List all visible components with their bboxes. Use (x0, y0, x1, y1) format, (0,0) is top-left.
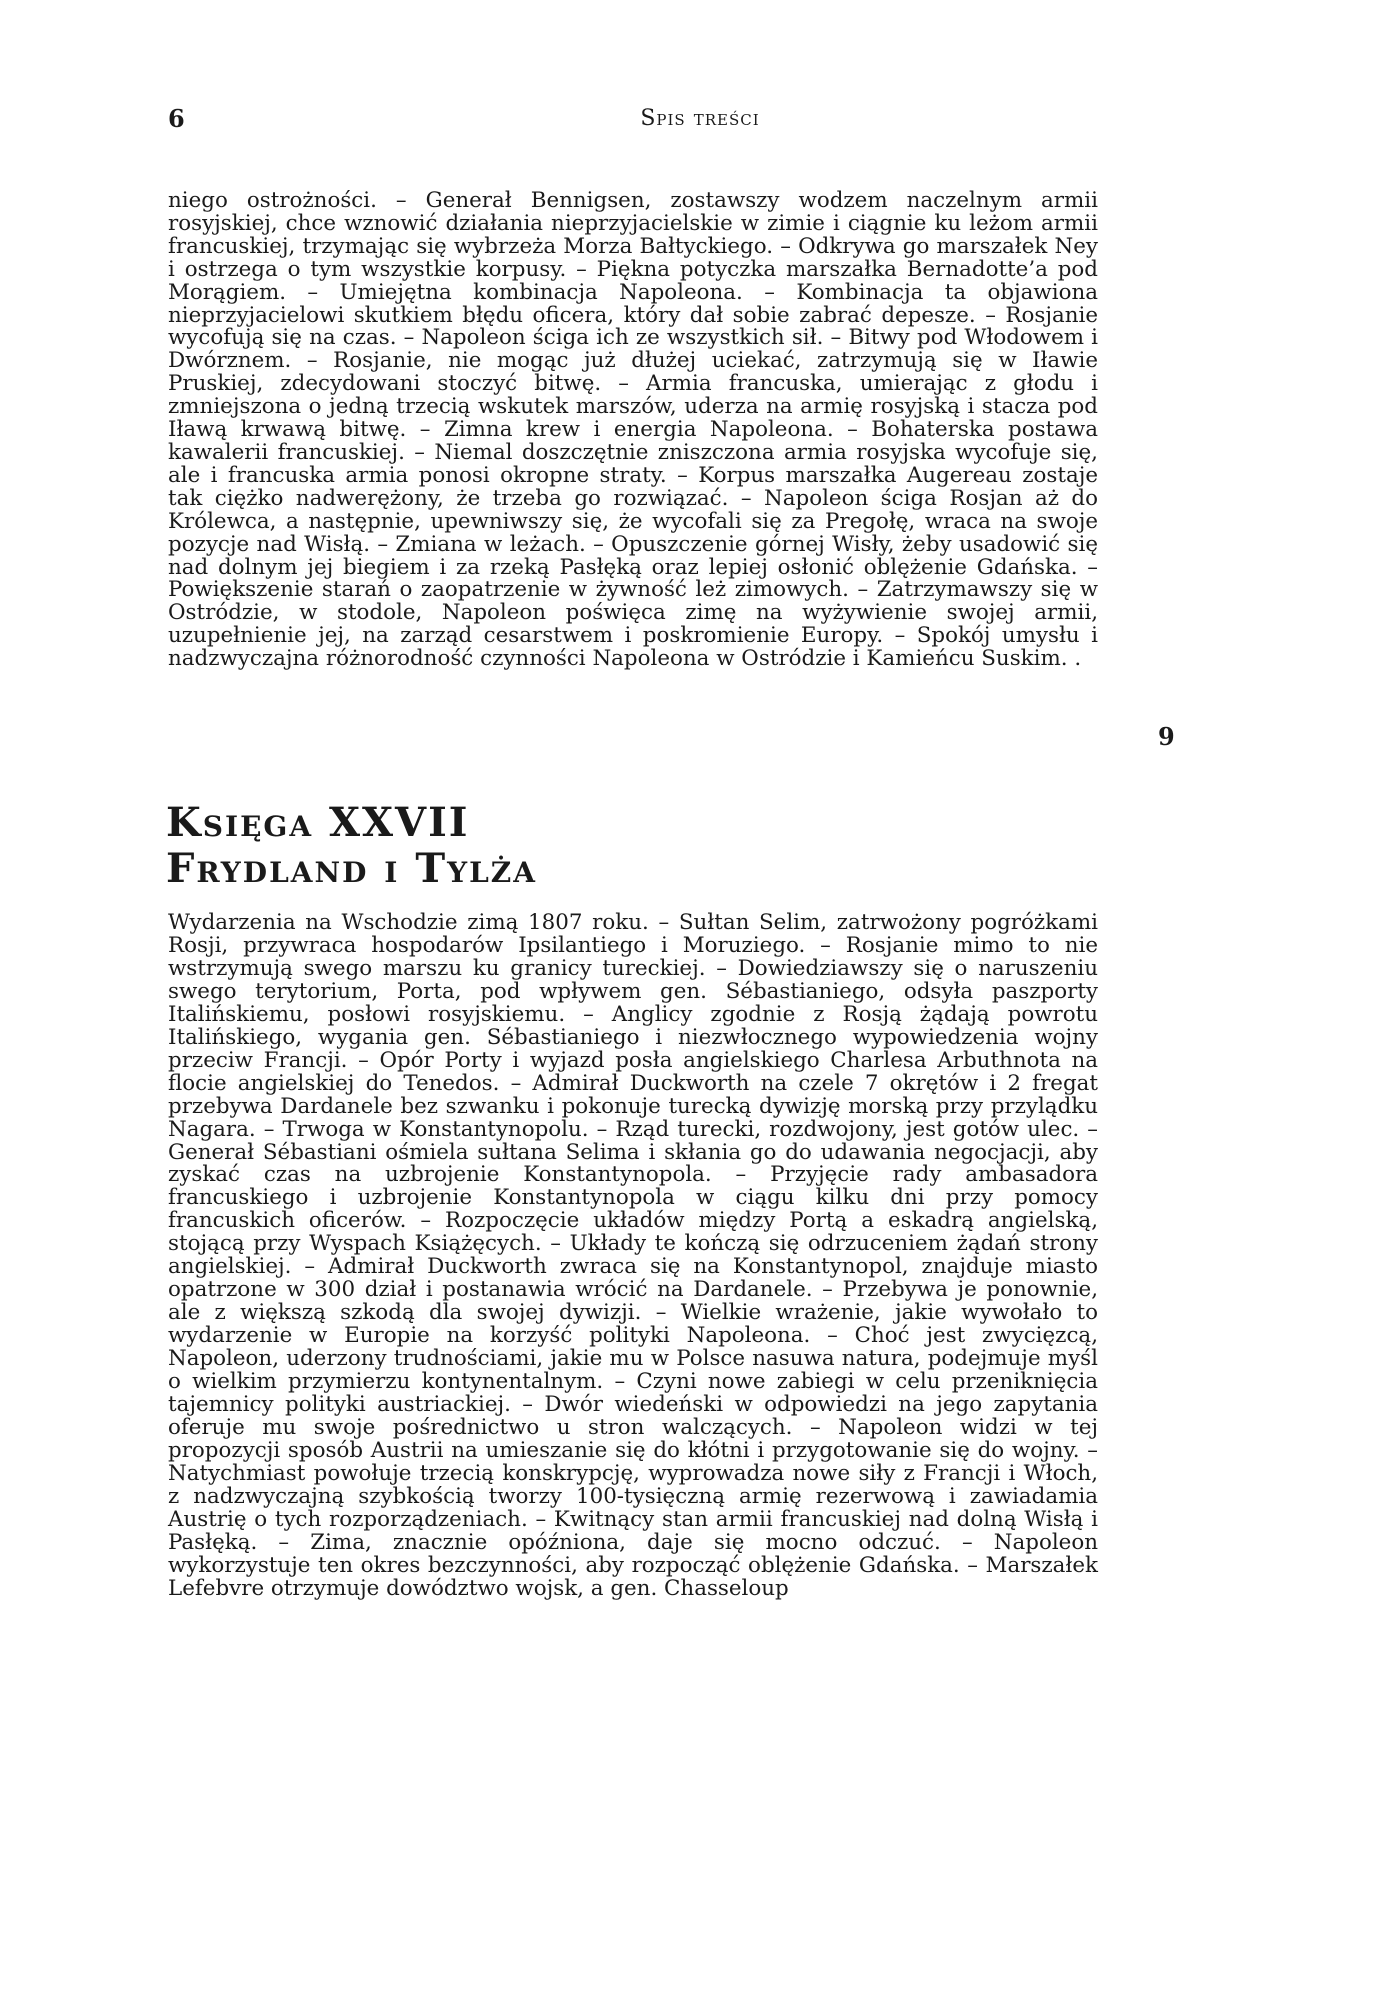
toc-entry-book-summary: Wydarzenia na Wschodzie zimą 1807 roku. – Sułtan Selim, zatrwożony pogróżkami Rosji, przywraca hospodarów Ipsilantiego i Moruziego. – Rosjanie mimo to nie wstrzymują swego marszu ku granicy tureckiej. – Dowiedziawszy się o naruszeniu swego terytorium, Porta, pod wpływem gen. Sébastianiego, odsyła paszporty Italińskiemu, posłowi rosyjskiemu. – Anglicy zgodnie z Rosją żądają powrotu Italińskiego, wygania gen. Sébastianiego i niezwłocznego wypowiedzenia wojny przeciw Francji. – Opór Porty i wyjazd posła angielskiego Charlesa Arbuthnota na flocie angielskiej do Tenedos. – Admirał Duckworth na czele 7 okrętów i 2 fregat przebywa Dardanele bez szwanku i pokonuje turecką dywizję morską przy przylądku Nagara. – Trwoga w Konstantynopolu. – Rząd turecki, rozdwojony, jest gotów ulec. – Generał Sébastiani ośmiela sułtana Selima i skłania go do udawania negocjacji, aby zyskać czas na uzbrojenie Konstantynopola. – Przyjęcie rady ambasadora francuskiego i uzbrojenie Konstantynopola w ciągu kilku dni przy pomocy francuskich oficerów. – Rozpoczęcie układów między Portą a eskadrą angielską, stojącą przy Wyspach Książęcych. – Układy te kończą się odrzuceniem żądań strony angielskiej. – Admirał Duckworth zwraca się na Konstantynopol, znajduje miasto opatrzone w 300 dział i postanawia wrócić na Dardanele. – Przebywa je ponownie, ale z większą szkodą dla swojej dywizji. – Wielkie wrażenie, jakie wywołało to wydarzenie w Europie na korzyść polityki Napoleona. – Choć jest zwycięzcą, Napoleon, uderzony trudnościami, jakie mu w Polsce nasuwa natura, podejmuje myśl o wielkim przymierzu kontynentalnym. – Czyni nowe zabiegi w celu przeniknięcia tajemnicy polityki austriackiej. – Dwór wiedeński w odpowiedzi na jego zapytania oferuje mu swoje pośrednictwo u stron walczących. – Napoleon widzi w tej propozycji sposób Austrii na umieszanie się do kłótni i przygotowanie się do wojny. – Natychmiast powołuje trzecią konskrypcję, wyprowadza nowe siły z Francji i Włoch, z nadzwyczajną szybkością tworzy 100-tysięczną armię rezerwową i zawiadamia Austrię o tych rozporządzeniach. – Kwitnący stan armii francuskiej nad dolną Wisłą i Pasłęką. – Zima, znacznie opóźniona, daje się mocno odczuć. – Napoleon wykorzystuje ten okres bezczynności, aby rozpocząć oblężenie Gdańska. – Marszałek Lefebvre otrzymuje dowództwo wojsk, a gen. Chasseloup (168, 910, 1098, 1601)
toc-entry-page-ref: 9 (1158, 722, 1175, 751)
toc-entry-previous-book: niego ostrożności. – Generał Bennigsen, zostawszy wodzem naczelnym armii rosyjskiej, chce wznowić działania nieprzyjacielskie w zimie i ciągnie ku leżom armii francuskiej, trzymając się wybrzeża Morza Bałtyckiego. – Odkrywa go marszałek Ney i ostrzega o tym wszystkie korpusy. – Piękna potyczka marszałka Bernadotte’a pod Morągiem. – Umiejętna kombinacja Napoleona. – Kombinacja ta objawiona nieprzyjacielowi skutkiem błędu oficera, który dał sobie zabrać depesze. – Rosjanie wycofują się na czas. – Napoleon ściga ich ze wszystkich sił. – Bitwy pod Włodowem i Dwórznem. – Rosjanie, nie mogąc już dłużej uciekać, zatrzymują się w Iławie Pruskiej, zdecydowani stoczyć bitwę. – Armia francuska, umierając z głodu i zmniejszona o jedną trzecią wskutek marszów, uderza na armię rosyjską i stacza pod Iławą krwawą bitwę. – Zimna krew i energia Napoleona. – Bohaterska postawa kawalerii francuskiej. – Niemal doszczętnie zniszczona armia rosyjska wycofuje się, ale i francuska armia ponosi okropne straty. – Korpus marszałka Augereau zostaje tak ciężko nadwerężony, że trzeba go rozwiązać. – Napoleon ściga Rosjan aż do Królewca, a następnie, upewniwszy się, że wycofali się za Pregołę, wraca na swoje pozycje nad Wisłą. – Zmiana w leżach. – Opuszczenie górnej Wisły, żeby usadowić się nad dolnym jej biegiem i za rzeką Pasłęką oraz lepiej osłonić oblężenie Gdańska. – Powiększenie starań o zaopatrzenie w żywność leż zimowych. – Zatrzymawszy się w Ostródzie, w stodole, Napoleon poświęca zimę na wyżywienie swojej armii, uzupełnienie jej, na zarząd cesarstwem i poskromienie Europy. – Spokój umysłu i nadzwyczajna różnorodność czynności Napoleona w Ostródzie i Kamieńcu Suskim. . (168, 188, 1098, 672)
running-head: Spis treści (640, 106, 760, 131)
book-number-heading: Księga XXVII (166, 799, 470, 846)
page-number: 6 (168, 104, 185, 133)
book-title-heading: Frydland i Tylża (166, 845, 537, 892)
book-heading (166, 800, 537, 892)
